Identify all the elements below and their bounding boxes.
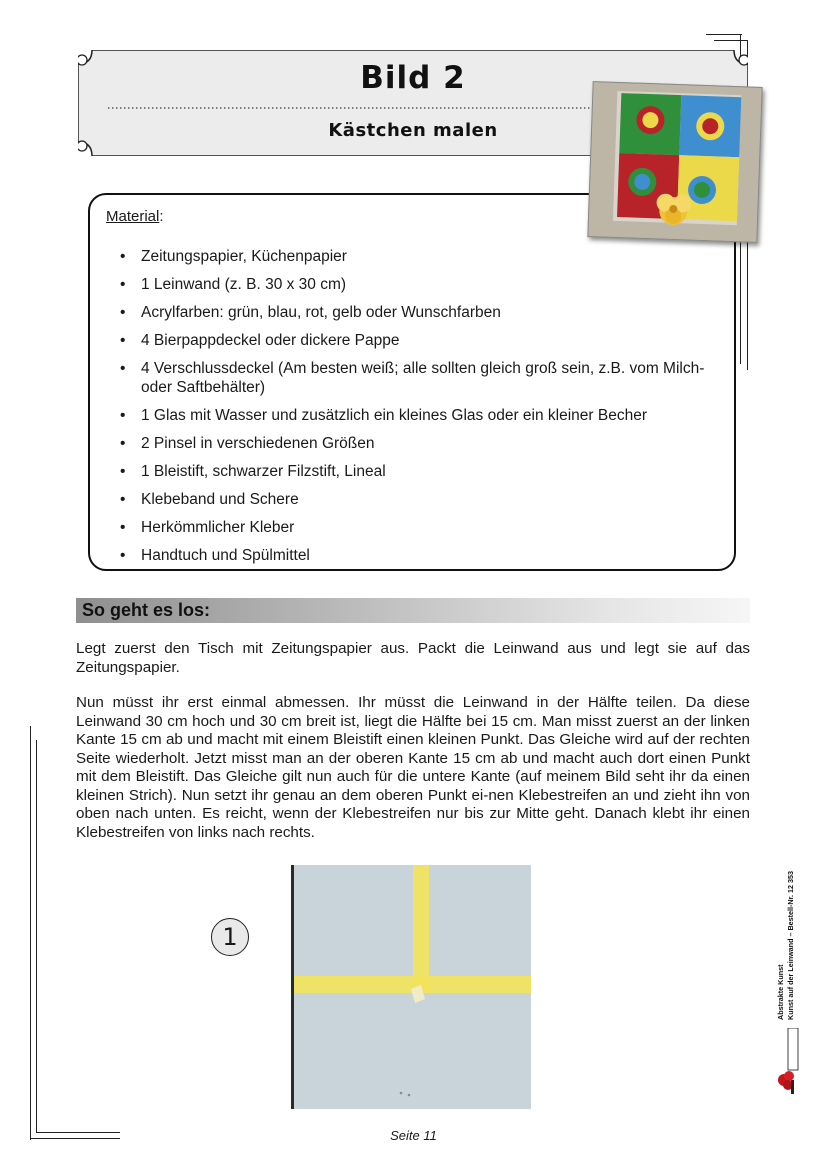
material-box [88, 193, 736, 571]
page-frame-top-right [714, 40, 748, 41]
bullet: • [120, 360, 126, 377]
bullet: • [120, 463, 126, 480]
list-item-text: Herkömmlicher Kleber [141, 519, 295, 536]
list-item-text: Klebeband und Schere [141, 491, 299, 508]
page-frame-bottom-left [30, 726, 31, 1140]
side-imprint-line2: Kunst auf der Leinwand – Bestell-Nr. 12 353 [786, 871, 795, 1020]
bullet: • [120, 547, 126, 564]
page-subtitle: Kästchen malen [328, 120, 498, 141]
section-heading [76, 598, 750, 623]
intro-paragraph: Legt zuerst den Tisch mit Zeitungspapier aus. Packt die Leinwand aus und legt sie auf das Zeitungspapier. [76, 640, 750, 676]
side-imprint [776, 760, 808, 1020]
list-item-text: 1 Glas mit Wasser und zusätzlich ein kleines Glas oder ein kleiner Becher [141, 407, 647, 424]
artwork-image [588, 82, 761, 242]
section-heading-text: So geht es los: [82, 600, 211, 620]
instructions-paragraph: Nun müsst ihr erst einmal abmessen. Ihr müsst die Leinwand in der Hälfte teilen. Da diese Leinwand 30 cm hoch und 30 cm breit ist, liegt die Hälfte bei 15 cm. Man misst zuerst an der linken Kante 15 cm ab und macht mit einem Bleistift einen kleinen Punkt. Das Gleiche wird auf der rechten Seite wiederholt. Jetzt misst man an der oberen Kante 15 cm ab und macht auch dort einen Punkt mit dem Bleistift. Das Gleiche gilt nun auch für die untere Kante (auf meinem Bild seht ihr da einen kleinen Strich). Nun setzt ihr genau an dem oberen Punkt ei-nen Klebestreifen an und zieht ihn von oben nach unten. Es reicht, wenn der Klebestreifen nur bis zur Mitte geht. Danach klebt ihr einen Klebestreifen von links nach rechts. [76, 694, 750, 841]
bullet: • [120, 407, 126, 424]
list-item-text: 4 Bierpappdeckel oder dickere Pappe [141, 332, 400, 349]
list-item-text: 2 Pinsel in verschiedenen Größen [141, 435, 375, 452]
canvas-tape-image [291, 865, 531, 1109]
list-item-text: 1 Bleistift, schwarzer Filzstift, Lineal [141, 463, 386, 480]
list-item-text: Acrylfarben: grün, blau, rot, gelb oder Wunschfarben [141, 304, 501, 321]
step-number-badge: 1 [211, 918, 249, 956]
side-imprint-line1: Abstrakte Kunst [776, 964, 785, 1020]
material-heading-label: Material [106, 208, 160, 225]
bullet: • [120, 435, 126, 452]
canvas-tape-photo [291, 865, 531, 1109]
list-item-text: Zeitungspapier, Küchenpapier [141, 248, 347, 265]
bullet: • [120, 304, 126, 321]
page-number: Seite 11 [390, 1128, 437, 1143]
bullet: • [120, 248, 126, 265]
page-frame-top-right [706, 34, 742, 35]
kohl-verlag-logo-icon [776, 1028, 804, 1098]
publisher-logo [776, 1028, 804, 1098]
bullet: • [120, 332, 126, 349]
artwork-photo [587, 81, 762, 243]
list-item-text: Handtuch und Spülmittel [141, 547, 310, 564]
bullet: • [120, 519, 126, 536]
page-frame-bottom-left [36, 740, 37, 1132]
material-heading [106, 208, 164, 225]
list-item-text: 1 Leinwand (z. B. 30 x 30 cm) [141, 276, 347, 293]
bullet: • [120, 276, 126, 293]
page-title: Bild 2 [360, 60, 466, 96]
list-item-text: 4 Verschlussdeckel (Am besten weiß; alle sollten gleich groß sein, z.B. vom Milch- oder Saftbehälter) [141, 360, 705, 396]
material-heading-colon: : [159, 208, 164, 225]
vertical-tape-strip [413, 865, 429, 993]
bullet: • [120, 491, 126, 508]
